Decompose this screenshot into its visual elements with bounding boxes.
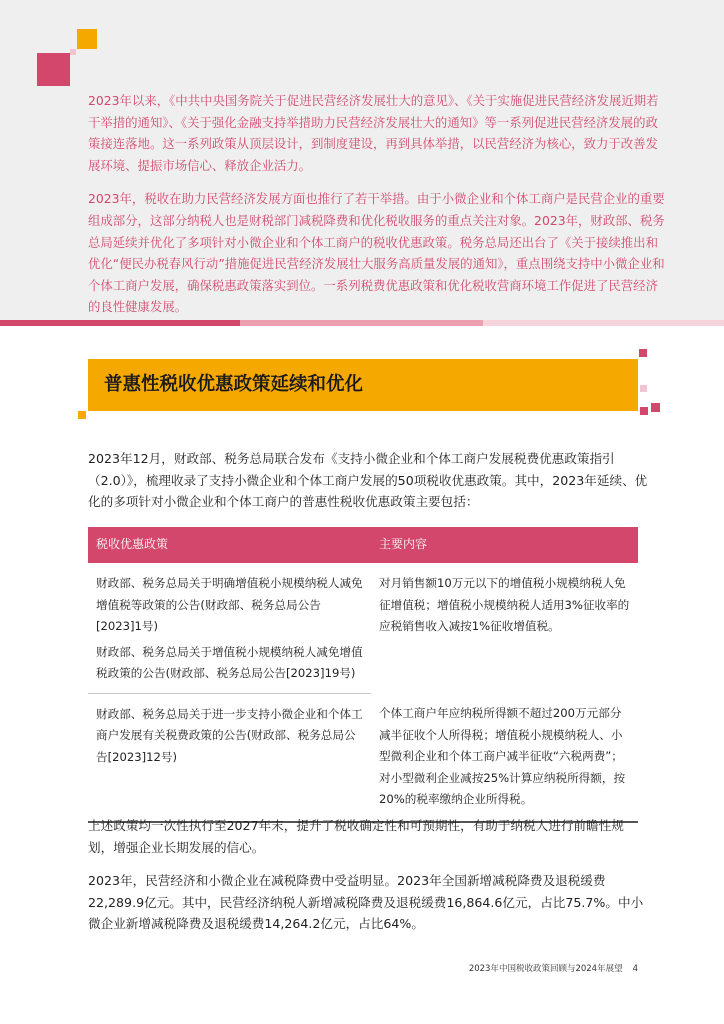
decor-square-pink bbox=[37, 53, 70, 86]
table-row bbox=[88, 693, 638, 822]
table-cell-policy: 财政部、税务总局关于增值税小规模纳税人减免增值税政策的公告(财政部、税务总局公告[2023]19号) bbox=[88, 638, 371, 694]
table-cell-policy: 财政部、税务总局关于明确增值税小规模纳税人减免增值税等政策的公告(财政部、税务总局公告[2023]1号) bbox=[96, 576, 363, 633]
decor-square-heading-1 bbox=[639, 349, 647, 357]
decor-square-orange bbox=[77, 29, 97, 49]
section-lead bbox=[88, 448, 648, 513]
footer-title: 2023年中国税收政策回顾与2024年展望 bbox=[468, 964, 623, 974]
decor-square-heading-2 bbox=[640, 385, 647, 392]
page-footer bbox=[469, 962, 638, 974]
table-cell-content: 对月销售额10万元以下的增值税小规模纳税人免征增值税；增值税小规模纳税人适用3%征收率的应税销售收入减按1%征收增值税。 bbox=[379, 576, 630, 633]
table-header-row bbox=[88, 527, 638, 563]
decor-square-heading-3 bbox=[640, 407, 648, 415]
closing-text bbox=[88, 815, 648, 935]
decor-square-heading-5 bbox=[78, 411, 86, 419]
lead-paragraph: 2023年12月，财政部、税务总局联合发布《支持小微企业和个体工商户发展税费优惠政策指引（2.0）》，梳理收录了支持小微企业和个体工商户发展的50项税收优惠政策。其中，2023年延续、优化的多项针对小微企业和个体工商户的普惠性税收优惠政策主要包括： bbox=[88, 451, 648, 510]
table-cell-policy: 财政部、税务总局关于进一步支持小微企业和个体工商户发展有关税费政策的公告(财政部、税务总局公告[2023]12号) bbox=[88, 693, 371, 822]
closing-paragraph-1: 上述政策均一次性执行至2027年末，提升了税收确定性和可预期性，有助于纳税人进行前瞻性规划，增强企业长期发展的信心。 bbox=[88, 818, 624, 855]
section-heading: 普惠性税收优惠政策延续和优化 bbox=[104, 374, 364, 395]
intro-paragraph-1: 2023年以来，《中共中央国务院关于促进民营经济发展壮大的意见》、《关于实施促进民营经济发展近期若干举措的通知》、《关于强化金融支持举措助力民营经济发展壮大的通知》等一系列促进民营经济发展的政策接连落地。这一系列政策从顶层设计，到制度建设，再到具体举措，以民营经济为核心，致力于改善发展环境、提振市场信心、释放企业活力。 bbox=[88, 93, 659, 173]
decor-square-heading-4 bbox=[651, 403, 660, 412]
table-header-policy: 税收优惠政策 bbox=[88, 527, 371, 563]
table-header-content: 主要内容 bbox=[371, 527, 638, 563]
page-number: 4 bbox=[632, 964, 638, 974]
decor-square-light bbox=[70, 49, 76, 55]
section-divider bbox=[0, 320, 724, 326]
policy-table bbox=[88, 527, 638, 823]
intro-text bbox=[88, 90, 666, 330]
table-cell-content: 个体工商户年应纳税所得额不超过200万元部分减半征收个人所得税；增值税小规模纳税人、小型微利企业和个体工商户减半征收“六税两费”；对小型微利企业减按25%计算应纳税所得额，按20%的税率缴纳企业所得税。 bbox=[371, 693, 638, 822]
table-row bbox=[88, 563, 638, 638]
closing-paragraph-2: 2023年，民营经济和小微企业在减税降费中受益明显。2023年全国新增减税降费及退税缓费22,289.9亿元。其中，民营经济纳税人新增减税降费及退税缓费16,864.6亿元，占比75.7%。中小微企业新增减税降费及退税缓费14,264.2亿元，占比64%。 bbox=[88, 873, 644, 932]
intro-paragraph-2: 2023年，税收在助力民营经济发展方面也推行了若干举措。由于小微企业和个体工商户是民营企业的重要组成部分，这部分纳税人也是财税部门减税降费和优化税收服务的重点关注对象。2023年，财政部、税务总局延续并优化了多项针对小微企业和个体工商户的税收优惠政策。税务总局还出台了《关于接续推出和优化“便民办税春风行动”措施促进民营经济发展壮大服务高质量发展的通知》，重点围绕支持中小微企业和个体工商户发展，确保税惠政策落实到位。一系列税费优惠政策和优化税收营商环境工作促进了民营经济的良性健康发展。 bbox=[88, 191, 665, 315]
